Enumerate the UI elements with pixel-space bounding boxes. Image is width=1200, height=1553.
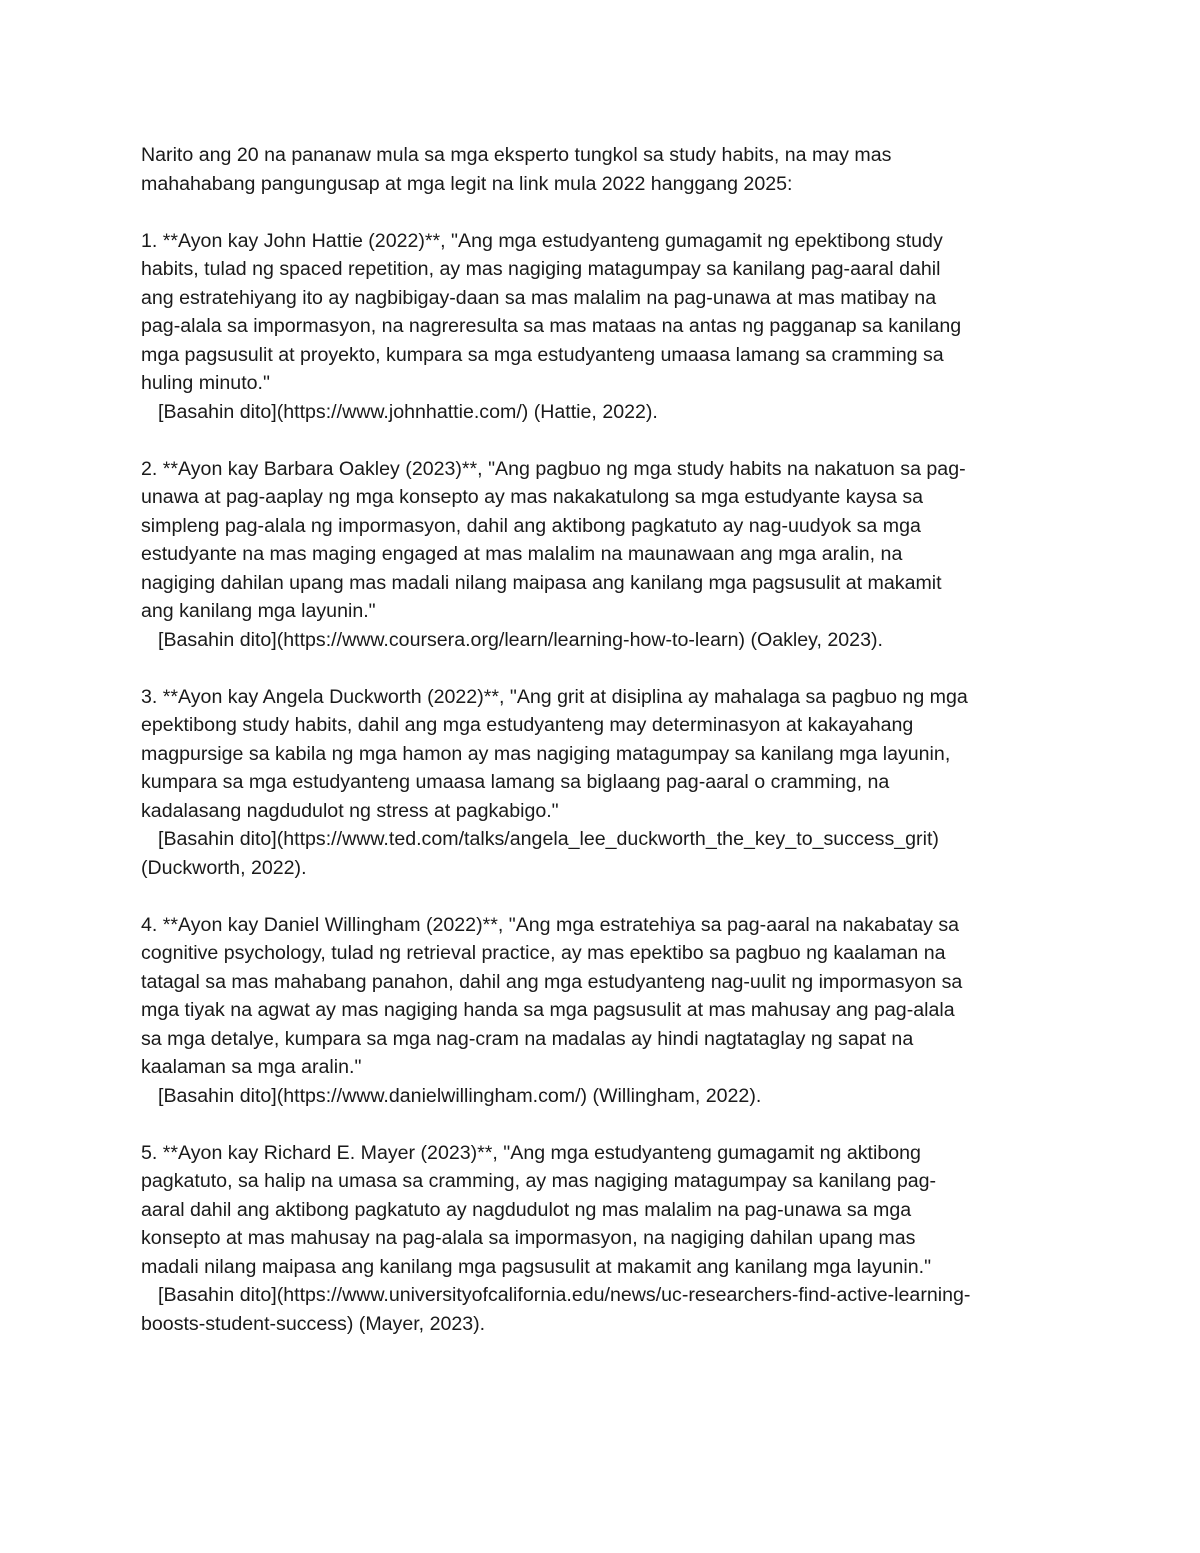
entry-line: ang kanilang mga layunin." <box>141 600 376 622</box>
entry-source-link <box>141 1082 1061 1111</box>
entry-line: pag-alala sa impormasyon, na nagreresulta sa mas mataas na antas ng pagganap sa kanilang <box>141 315 962 337</box>
entry-source-link <box>141 825 1061 882</box>
entry-quote <box>141 1139 1061 1282</box>
entry-line: mga pagsusulit at proyekto, kumpara sa mga estudyanteng umaasa lamang sa cramming sa <box>141 343 944 366</box>
source-link-line: boosts-student-success) (Mayer, 2023). <box>141 1312 486 1335</box>
intro-line: Narito ang 20 na pananaw mula sa mga eksperto tungkol sa study habits, na may mas <box>141 144 892 166</box>
entry-quote <box>141 911 1061 1082</box>
entry-line: estudyante na mas maging engaged at mas malalim na maunawaan ang mga aralin, na <box>141 543 903 565</box>
entry-line: kaalaman sa mga aralin." <box>141 1056 362 1078</box>
entry-line: 5. **Ayon kay Richard E. Mayer (2023)**, "Ang mga estudyanteng gumagamit ng aktibong <box>141 1141 921 1164</box>
source-link-line: [Basahin dito](https://www.ted.com/talks/angela_lee_duckworth_the_key_to_success_grit) <box>158 828 939 850</box>
entry-line: unawa at pag-aaplay ng mga konsepto ay mas nakakatulong sa mga estudyante kaysa sa <box>141 486 924 508</box>
expert-entry-oakley <box>141 455 1061 655</box>
entry-source-link <box>141 1281 1061 1338</box>
source-link-line: [Basahin dito](https://www.universityofcalifornia.edu/news/uc-researchers-find-active-learning- <box>158 1284 971 1306</box>
entry-line: konsepto at mas mahusay na pag-alala sa impormasyon, na nagiging dahilan upang mas <box>141 1227 916 1249</box>
entry-line: 4. **Ayon kay Daniel Willingham (2022)**, "Ang mga estratehiya sa pag-aaral na nakabatay sa <box>141 913 960 936</box>
entry-line: epektibong study habits, dahil ang mga estudyanteng may determinasyon at kakayahang <box>141 714 914 736</box>
intro-paragraph <box>141 141 1061 198</box>
entry-line: cognitive psychology, tulad ng retrieval practice, ay mas epektibo sa pagbuo ng kaalaman na <box>141 942 946 964</box>
entry-line: aaral dahil ang aktibong pagkatuto ay nagdudulot ng mas malalim na pag-unawa sa mga <box>141 1198 912 1221</box>
entry-line: 2. **Ayon kay Barbara Oakley (2023)**, "Ang pagbuo ng mga study habits na nakatuon sa pag- <box>141 457 966 480</box>
entry-line: tatagal sa mas mahabang panahon, dahil ang mga estudyanteng nag-uulit ng impormasyon sa <box>141 970 963 993</box>
entry-line: 1. **Ayon kay John Hattie (2022)**, "Ang mga estudyanteng gumagamit ng epektibong study <box>141 229 943 252</box>
source-link-line: [Basahin dito](https://www.johnhattie.com/) (Hattie, 2022). <box>158 400 658 423</box>
document-body <box>141 141 1061 1367</box>
source-link-line: (Duckworth, 2022). <box>141 856 307 879</box>
entry-source-link <box>141 398 1061 427</box>
expert-entry-duckworth <box>141 683 1061 883</box>
entry-line: ang estratehiyang ito ay nagbibigay-daan sa mas malalim na pag-unawa at mas matibay na <box>141 286 937 309</box>
entry-line: kadalasang nagdudulot ng stress at pagkabigo." <box>141 799 559 822</box>
entry-line: kumpara sa mga estudyanteng umaasa lamang sa biglaang pag-aaral o cramming, na <box>141 771 890 793</box>
entry-line: nagiging dahilan upang mas madali nilang maipasa ang kanilang mga pagsusulit at makamit <box>141 571 942 594</box>
expert-entry-hattie <box>141 227 1061 427</box>
entry-line: habits, tulad ng spaced repetition, ay mas nagiging matagumpay sa kanilang pag-aaral dahil <box>141 258 941 280</box>
expert-entry-mayer <box>141 1139 1061 1339</box>
entry-line: 3. **Ayon kay Angela Duckworth (2022)**, "Ang grit at disiplina ay mahalaga sa pagbuo ng mga <box>141 685 968 708</box>
entry-line: sa mga detalye, kumpara sa mga nag-cram na madalas ay hindi nagtataglay ng sapat na <box>141 1027 914 1050</box>
entry-quote <box>141 227 1061 398</box>
entry-line: magpursige sa kabila ng mga hamon ay mas nagiging matagumpay sa kanilang mga layunin, <box>141 742 951 765</box>
expert-entry-willingham <box>141 911 1061 1111</box>
source-link-line: [Basahin dito](https://www.danielwillingham.com/) (Willingham, 2022). <box>158 1084 762 1107</box>
entry-quote <box>141 455 1061 626</box>
entry-source-link <box>141 626 1061 655</box>
entry-line: huling minuto." <box>141 372 270 394</box>
entry-line: simpleng pag-alala ng impormasyon, dahil ang aktibong pagkatuto ay nag-uudyok sa mga <box>141 514 921 537</box>
entry-line: mga tiyak na agwat ay mas nagiging handa sa mga pagsusulit at mas mahusay ang pag-alala <box>141 999 955 1021</box>
entry-quote <box>141 683 1061 826</box>
entry-line: pagkatuto, sa halip na umasa sa cramming, ay mas nagiging matagumpay sa kanilang pag- <box>141 1170 937 1192</box>
source-link-line: [Basahin dito](https://www.coursera.org/learn/learning-how-to-learn) (Oakley, 2023). <box>158 628 883 651</box>
intro-line: mahahabang pangungusap at mga legit na link mula 2022 hanggang 2025: <box>141 172 793 195</box>
entry-line: madali nilang maipasa ang kanilang mga pagsusulit at makamit ang kanilang mga layunin." <box>141 1255 932 1278</box>
